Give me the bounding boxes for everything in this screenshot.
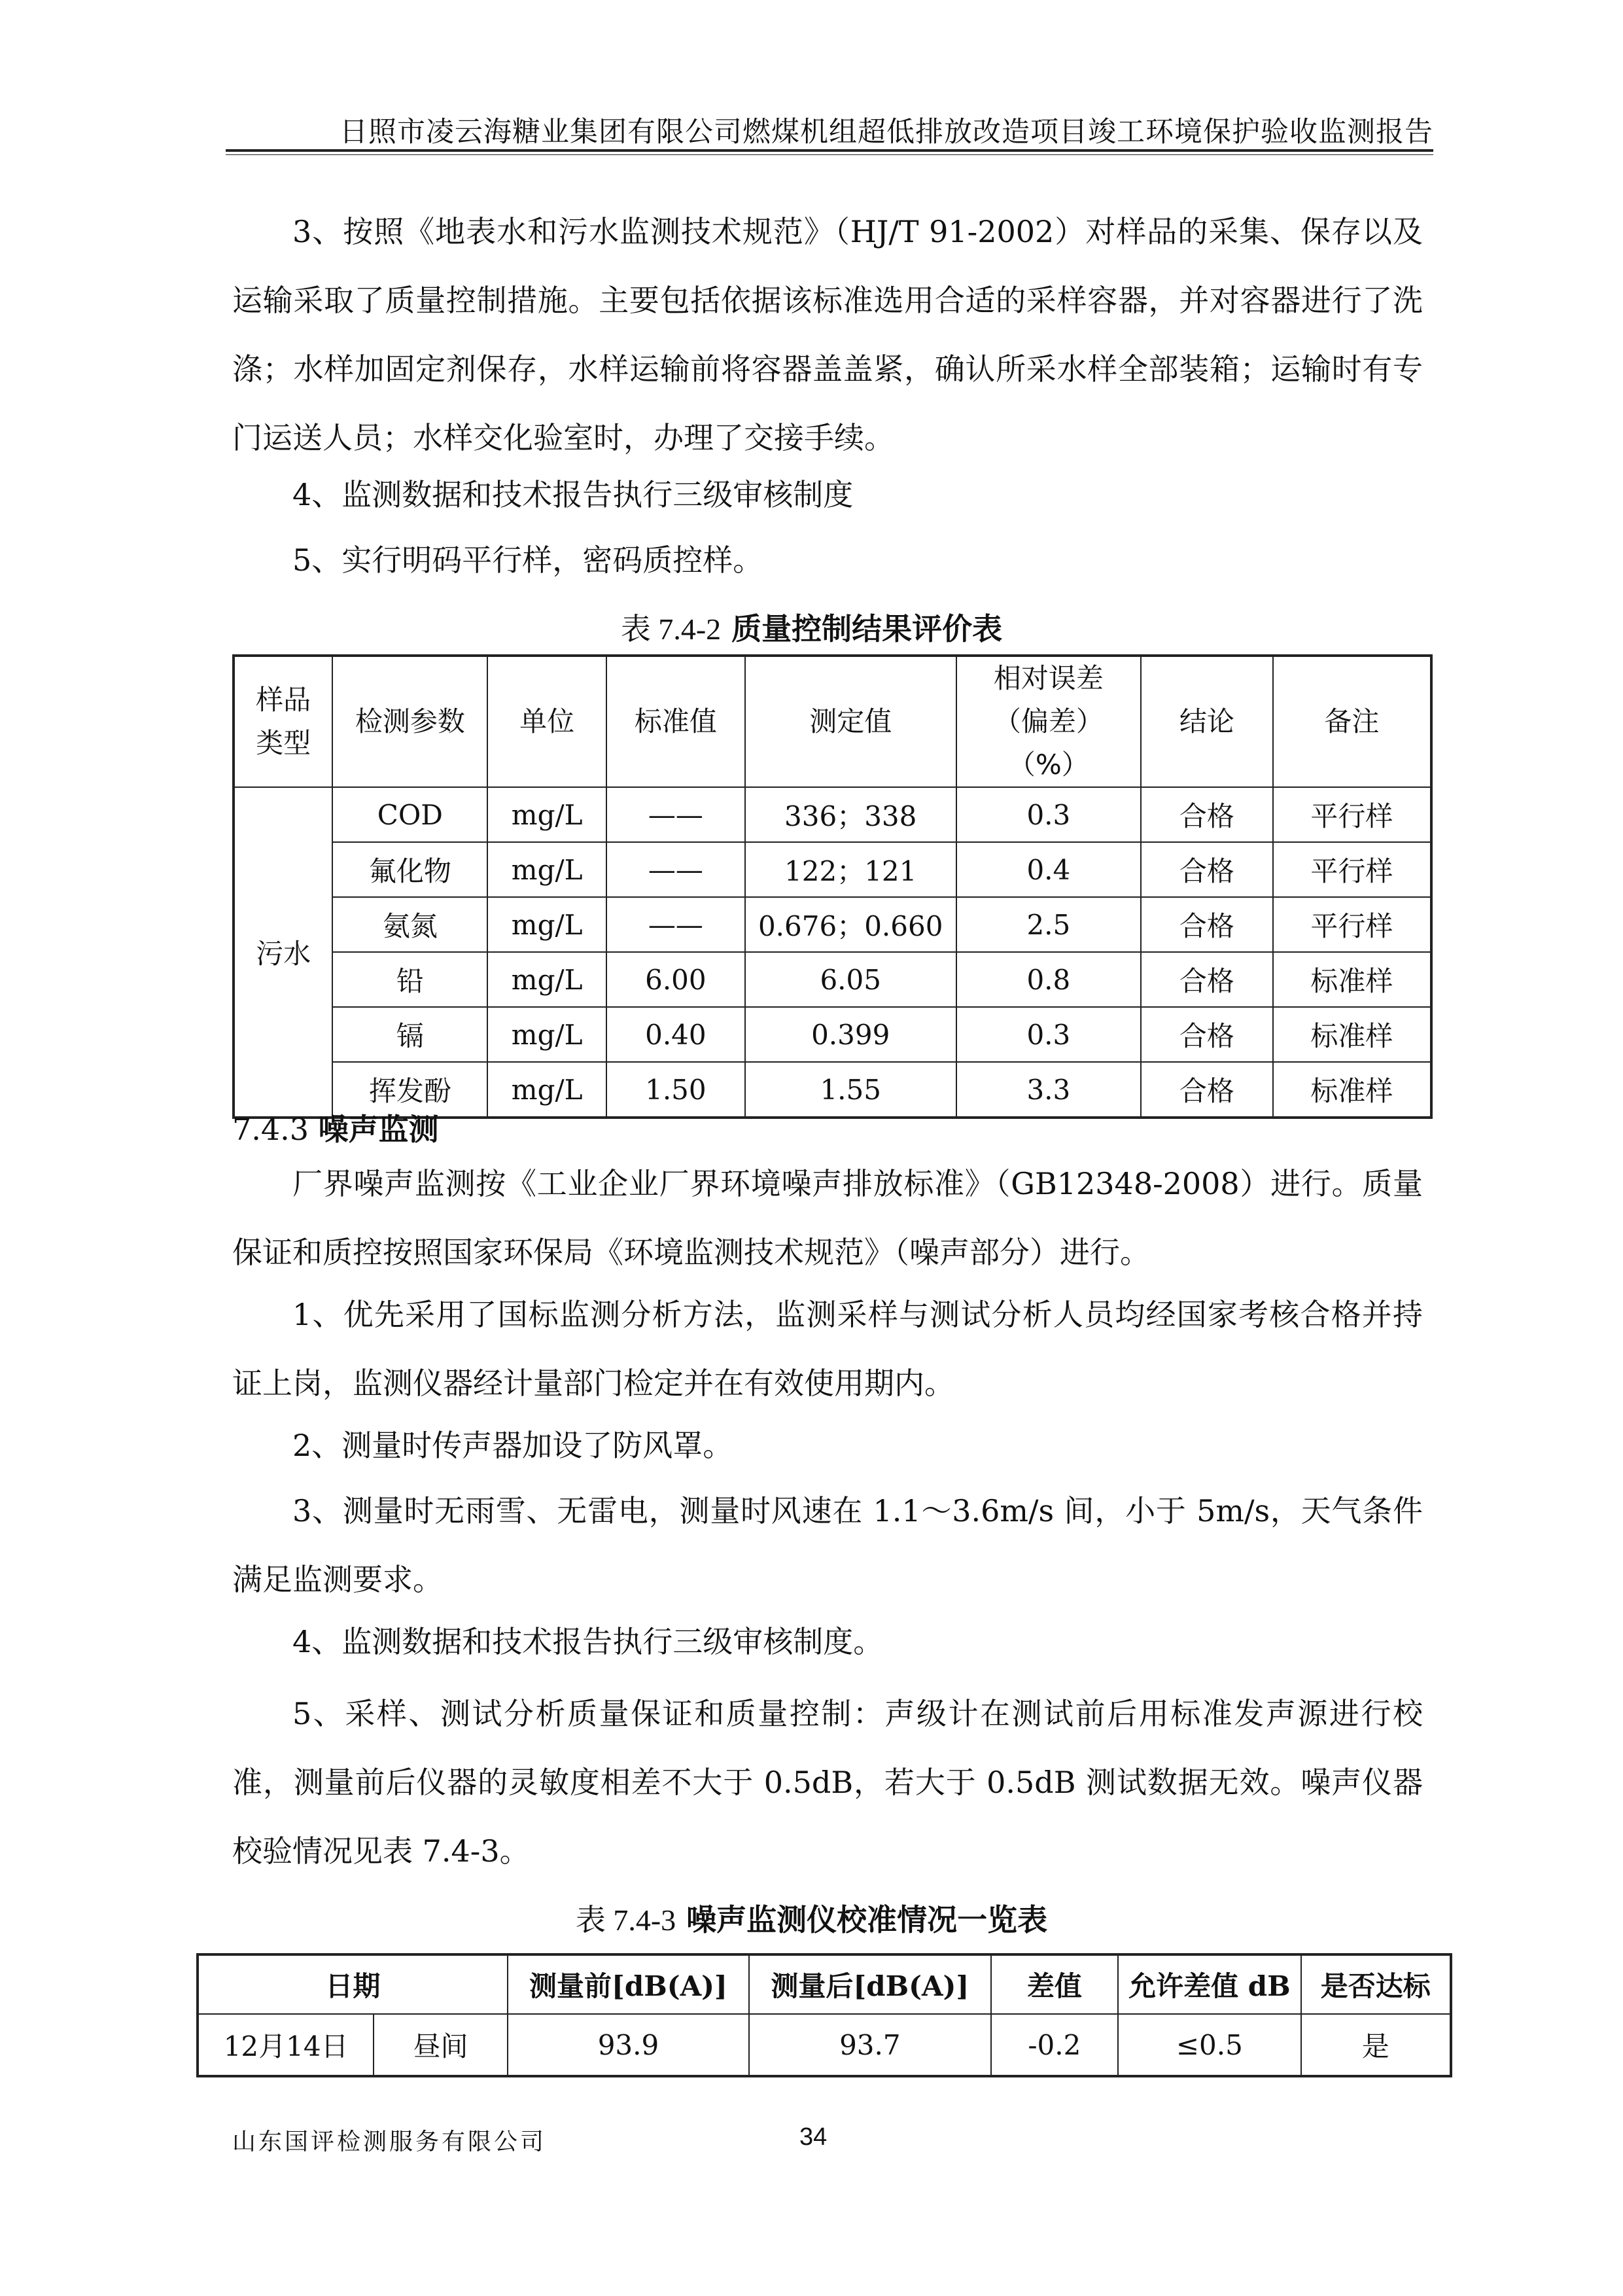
table-header-row — [234, 656, 1431, 787]
paragraph-noise-method: 1、优先采用了国标监测分析方法，监测采样与测试分析人员均经国家考核合格并持证上岗，监测仪器经计量部门检定并在有效使用期内。 — [232, 1297, 1423, 1401]
std-cell: 6.00 — [606, 952, 745, 1007]
std-cell: —— — [606, 897, 745, 952]
table-row — [198, 2014, 1451, 2076]
header-note: 备注 — [1273, 656, 1431, 787]
table1-caption-number: 表 7.4-2 — [620, 612, 722, 646]
measured-cell: 336；338 — [745, 787, 956, 842]
report-header-title: 日照市凌云海糖业集团有限公司燃煤机组超低排放改造项目竣工环境保护验收监测报告 — [340, 116, 1433, 149]
paragraph-sampling-qc: 3、按照《地表水和污水监测技术规范》（HJ/T 91-2002）对样品的采集、保存以及运输采取了质量控制措施。主要包括依据该标准选用合适的采样容器，并对容器进行了洗涤；水样加固定剂保存，水样运输前将容器盖盖紧，确认所采水样全部装箱；运输时有专门运送人员；水样交化验室时，办理了交接手续。 — [232, 214, 1423, 455]
error-cell: 3.3 — [956, 1062, 1141, 1118]
noise-calibration-table — [196, 1953, 1452, 2077]
allowed-cell: ≤0.5 — [1118, 2014, 1300, 2076]
note-cell: 标准样 — [1273, 1007, 1431, 1062]
header-measured-value: 测定值 — [745, 656, 956, 787]
header-difference: 差值 — [991, 1954, 1119, 2014]
std-cell: —— — [606, 842, 745, 897]
section-heading — [232, 1106, 439, 1149]
error-cell: 0.3 — [956, 787, 1141, 842]
table-row — [234, 1007, 1431, 1062]
header-after: 测量后[dB(A)] — [749, 1954, 990, 2014]
param-cell: 氨氮 — [332, 897, 487, 952]
error-cell: 0.4 — [956, 842, 1141, 897]
header-allowed-diff: 允许差值 dB — [1118, 1954, 1300, 2014]
table-row — [234, 787, 1431, 842]
table1-caption — [0, 605, 1623, 648]
std-cell: 1.50 — [606, 1062, 745, 1118]
result-cell: 合格 — [1141, 952, 1273, 1007]
unit-cell: mg/L — [487, 1007, 606, 1062]
table-header-row — [198, 1954, 1451, 2014]
header-relative-error: 相对误差（偏差）（%） — [956, 656, 1141, 787]
unit-cell: mg/L — [487, 787, 606, 842]
period-cell: 昼间 — [374, 2014, 507, 2076]
header-pass: 是否达标 — [1301, 1954, 1451, 2014]
result-cell: 合格 — [1141, 1007, 1273, 1062]
header-date: 日期 — [198, 1954, 508, 2014]
param-cell: 挥发酚 — [332, 1062, 487, 1118]
header-before: 测量前[dB(A)] — [508, 1954, 749, 2014]
pass-cell: 是 — [1301, 2014, 1451, 2076]
result-cell: 合格 — [1141, 897, 1273, 952]
param-cell: 氟化物 — [332, 842, 487, 897]
paragraph-audit: 4、监测数据和技术报告执行三级审核制度 — [292, 477, 854, 512]
date-cell: 12月14日 — [198, 2014, 374, 2076]
note-cell: 标准样 — [1273, 952, 1431, 1007]
header-parameter: 检测参数 — [332, 656, 487, 787]
unit-cell: mg/L — [487, 842, 606, 897]
paragraph-noise-audit: 4、监测数据和技术报告执行三级审核制度。 — [292, 1624, 884, 1659]
paragraph-calibration: 5、采样、测试分析质量保证和质量控制：声级计在测试前后用标准发声源进行校准，测量前后仪器的灵敏度相差不大于 0.5dB，若大于 0.5dB 测试数据无效。噪声仪器校验情况见表 7.4-3。 — [232, 1696, 1423, 1869]
result-cell: 合格 — [1141, 842, 1273, 897]
note-cell: 平行样 — [1273, 897, 1431, 952]
paragraph-parallel-samples: 5、实行明码平行样，密码质控样。 — [292, 542, 763, 578]
header-rule-thin — [226, 154, 1433, 155]
paragraph-weather: 3、测量时无雨雪、无雷电，测量时风速在 1.1～3.6m/s 间，小于 5m/s，天气条件满足监测要求。 — [232, 1493, 1423, 1597]
param-cell: COD — [332, 787, 487, 842]
std-cell: 0.40 — [606, 1007, 745, 1062]
error-cell: 2.5 — [956, 897, 1141, 952]
table1-caption-title: 质量控制结果评价表 — [731, 611, 1003, 646]
sample-type-cell: 污水 — [234, 787, 332, 1118]
std-cell: —— — [606, 787, 745, 842]
measured-cell: 6.05 — [745, 952, 956, 1007]
error-cell: 0.8 — [956, 952, 1141, 1007]
unit-cell: mg/L — [487, 1062, 606, 1118]
param-cell: 铅 — [332, 952, 487, 1007]
measured-cell: 0.676；0.660 — [745, 897, 956, 952]
error-cell: 0.3 — [956, 1007, 1141, 1062]
paragraph-windscreen: 2、测量时传声器加设了防风罩。 — [292, 1428, 733, 1463]
result-cell: 合格 — [1141, 787, 1273, 842]
measured-cell: 1.55 — [745, 1062, 956, 1118]
note-cell: 标准样 — [1273, 1062, 1431, 1118]
diff-cell: -0.2 — [991, 2014, 1119, 2076]
paragraph-noise-standard: 厂界噪声监测按《工业企业厂界环境噪声排放标准》（GB12348-2008）进行。质量保证和质控按照国家环保局《环境监测技术规范》（噪声部分）进行。 — [232, 1166, 1423, 1270]
measured-cell: 0.399 — [745, 1007, 956, 1062]
after-cell: 93.7 — [749, 2014, 990, 2076]
unit-cell: mg/L — [487, 897, 606, 952]
header-unit: 单位 — [487, 656, 606, 787]
qc-results-table — [232, 654, 1433, 1119]
section-title: 噪声监测 — [318, 1112, 439, 1147]
note-cell: 平行样 — [1273, 787, 1431, 842]
note-cell: 平行样 — [1273, 842, 1431, 897]
section-number: 7.4.3 — [232, 1112, 309, 1147]
table2-caption-title: 噪声监测仪校准情况一览表 — [686, 1902, 1048, 1937]
table2-caption-number: 表 7.4-3 — [575, 1903, 676, 1937]
measured-cell: 122；121 — [745, 842, 956, 897]
page-number: 34 — [799, 2123, 828, 2151]
table-row — [234, 897, 1431, 952]
param-cell: 镉 — [332, 1007, 487, 1062]
result-cell: 合格 — [1141, 1062, 1273, 1118]
table2-caption — [0, 1896, 1623, 1939]
header-conclusion: 结论 — [1141, 656, 1273, 787]
header-sample-type: 样品类型 — [234, 656, 332, 787]
footer-company: 山东国评检测服务有限公司 — [232, 2128, 547, 2155]
header-rule — [226, 149, 1433, 152]
unit-cell: mg/L — [487, 952, 606, 1007]
table-row — [234, 952, 1431, 1007]
header-standard-value: 标准值 — [606, 656, 745, 787]
table-row — [234, 842, 1431, 897]
before-cell: 93.9 — [508, 2014, 749, 2076]
